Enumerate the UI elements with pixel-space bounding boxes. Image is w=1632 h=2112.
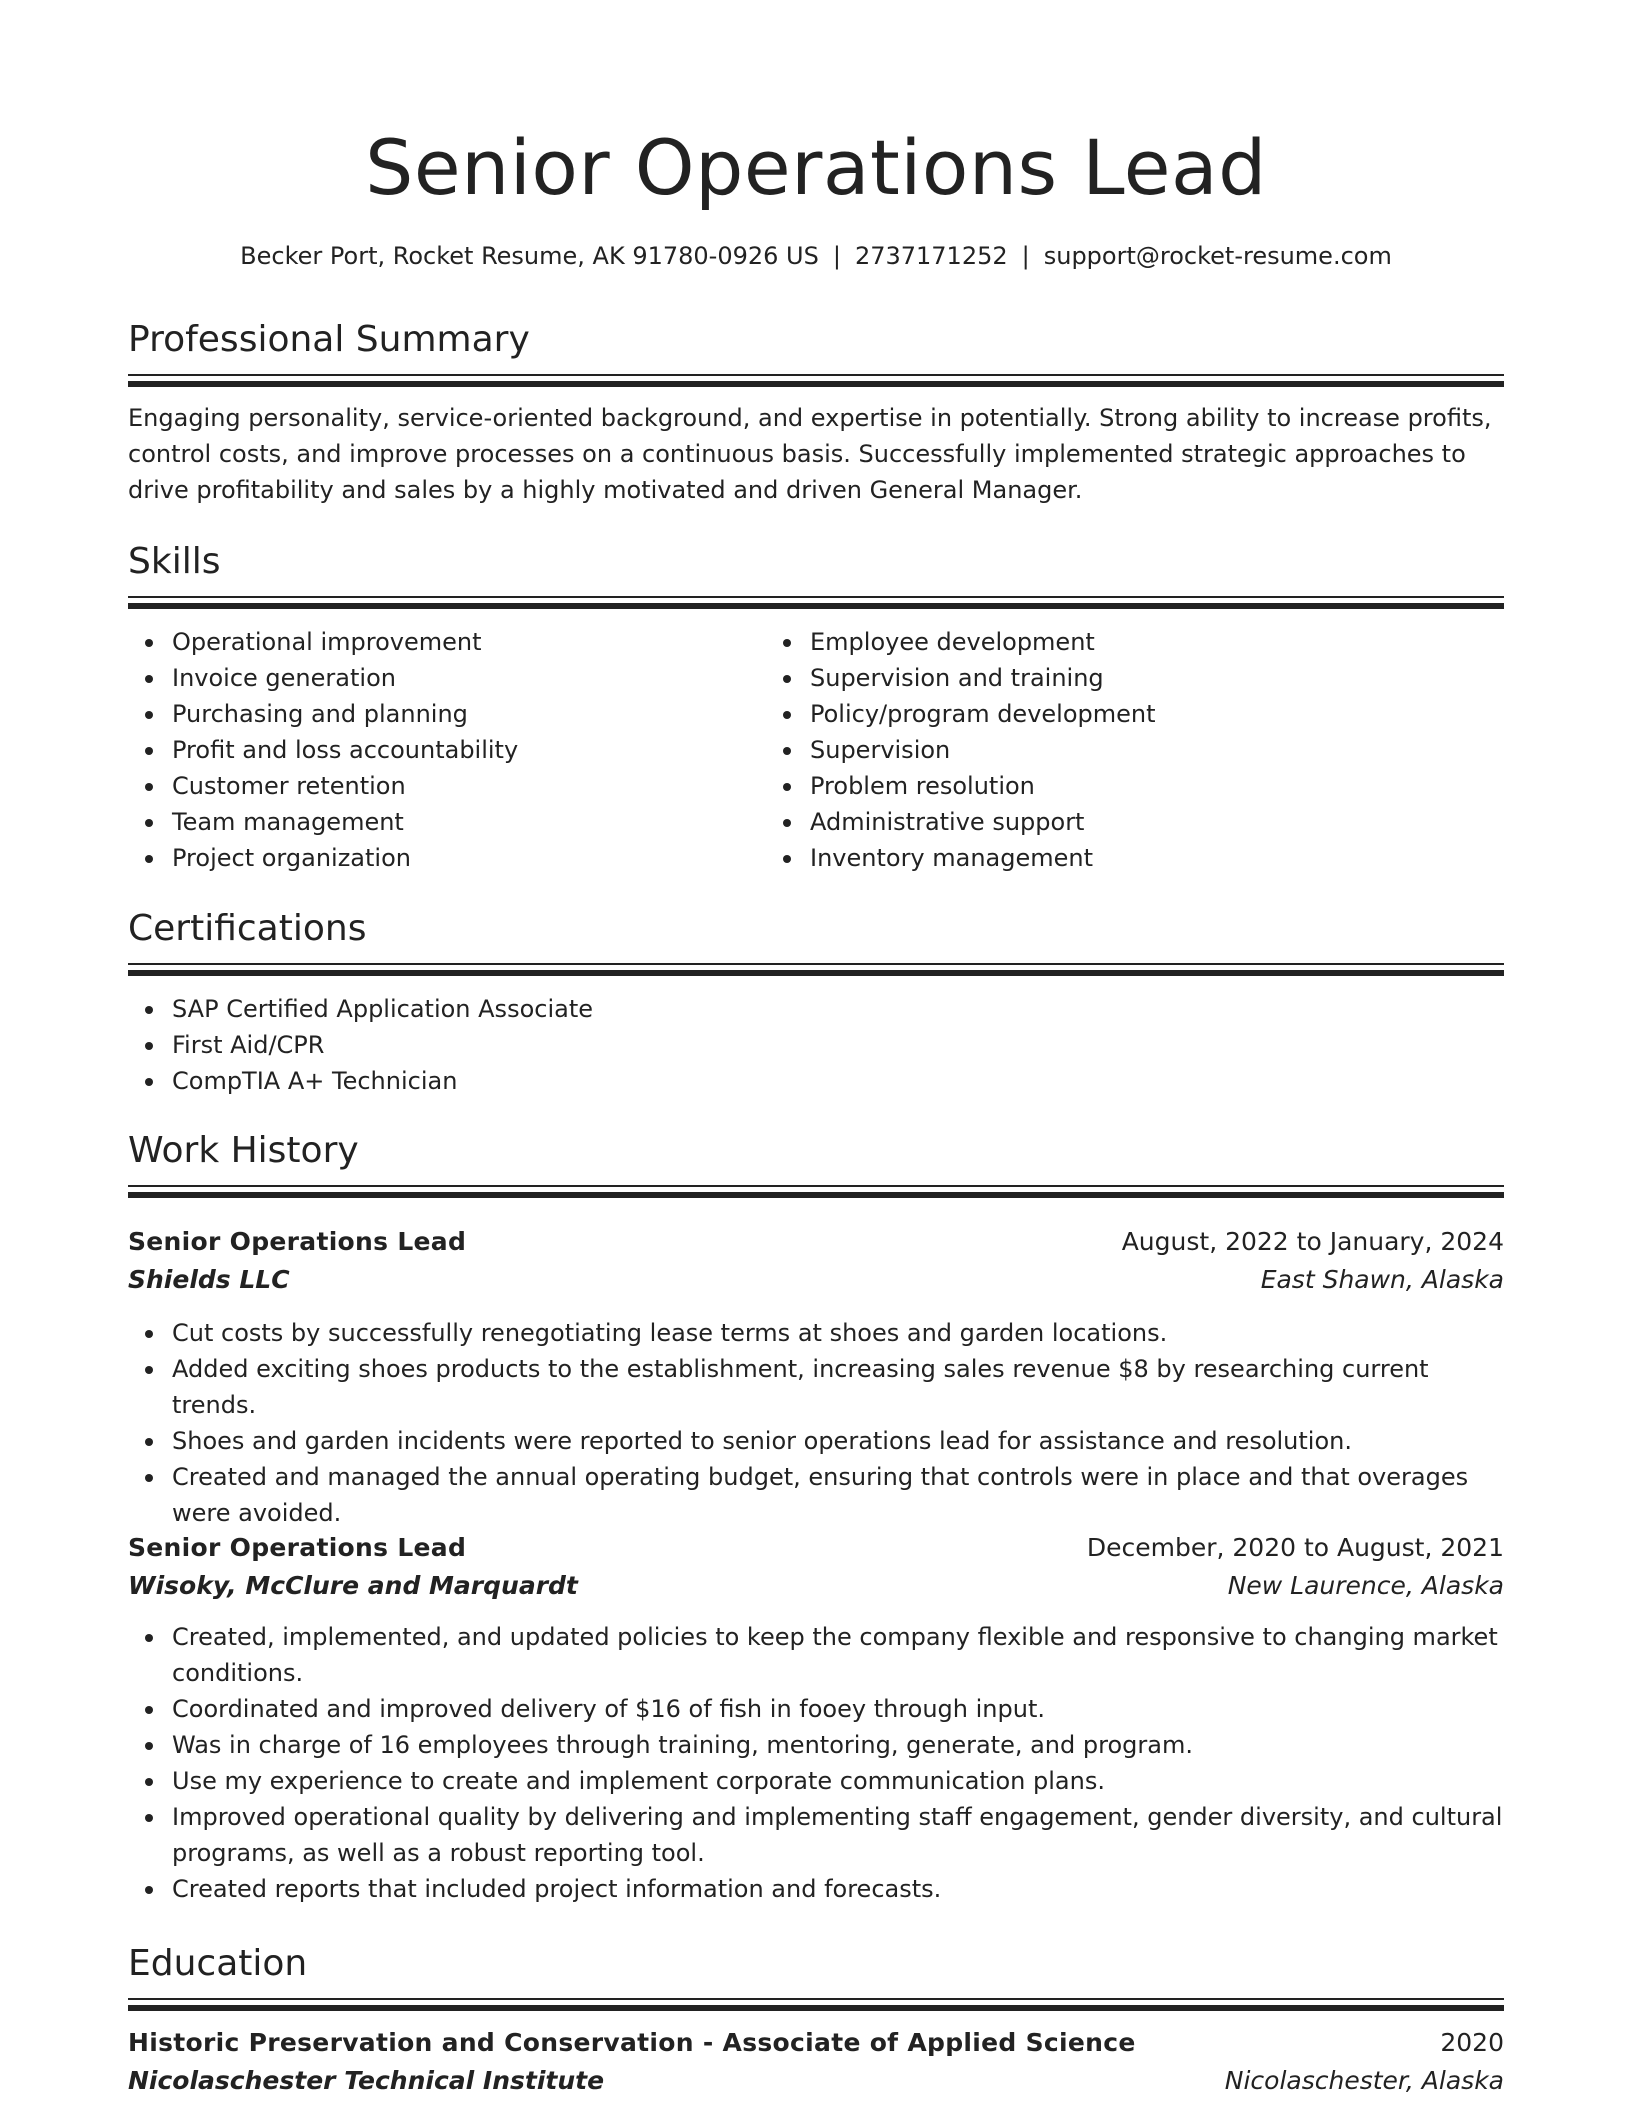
section-title-summary: Professional Summary [128, 319, 530, 360]
section-divider [128, 963, 1504, 977]
skill-item: Profit and loss accountability [172, 732, 762, 768]
summary-text: Engaging personality, service-oriented background, and expertise in potentially. Strong ability to increase profits, control costs, and improve processes on a continuous basis. Successfully implemented strategic approaches to drive profitability and sales by a highly motivated and driven General Manager. [128, 404, 1492, 504]
certifications-section [128, 905, 1504, 1099]
skill-item: Policy/program development [810, 696, 1462, 732]
skill-item: Administrative support [810, 804, 1462, 840]
certifications-list [128, 991, 1504, 1099]
work-history-section [128, 1127, 1504, 1199]
company-name: Wisoky, McClure and Marquardt [128, 1571, 578, 1600]
skill-item: Invoice generation [172, 660, 762, 696]
section-divider [128, 374, 1504, 388]
skills-list-left [128, 624, 762, 876]
job-bullet: Shoes and garden incidents were reported to senior operations lead for assistance and resolution. [172, 1423, 1504, 1459]
skill-item: Operational improvement [172, 624, 762, 660]
job-title: Senior Operations Lead [128, 1227, 467, 1256]
education-school-row [128, 2062, 1504, 2100]
job-bullet: Created and managed the annual operating budget, ensuring that controls were in place and that overages were avoided. [172, 1459, 1504, 1531]
skill-item: Problem resolution [810, 768, 1462, 804]
job-dates: August, 2022 to January, 2024 [1121, 1227, 1504, 1256]
job-entry-1 [128, 1223, 1504, 1531]
job-bullets [128, 1619, 1504, 1907]
job-location: New Laurence, Alaska [1227, 1571, 1504, 1600]
job-bullet: Cut costs by successfully renegotiating lease terms at shoes and garden locations. [172, 1315, 1504, 1351]
school-name: Nicolaschester Technical Institute [128, 2066, 605, 2095]
company-name: Shields LLC [128, 1265, 290, 1294]
contact-line [128, 238, 1504, 274]
job-bullets [128, 1315, 1504, 1531]
skill-item: Customer retention [172, 768, 762, 804]
contact-separator: | [1021, 242, 1030, 270]
skills-list-right [762, 624, 1462, 876]
job-bullet: Coordinated and improved delivery of $16 of fish in fooey through input. [172, 1691, 1504, 1727]
summary-section [128, 316, 1504, 508]
skill-item: Supervision [810, 732, 1462, 768]
skill-item: Supervision and training [810, 660, 1462, 696]
certification-item: First Aid/CPR [172, 1027, 1504, 1063]
section-title-certifications: Certifications [128, 908, 367, 949]
education-section [128, 1940, 1504, 2100]
certification-item: SAP Certified Application Associate [172, 991, 1504, 1027]
school-location: Nicolaschester, Alaska [1224, 2066, 1504, 2095]
certification-item: CompTIA A+ Technician [172, 1063, 1504, 1099]
job-bullet: Added exciting shoes products to the establishment, increasing sales revenue $8 by researching current trends. [172, 1351, 1504, 1423]
education-entry [128, 2024, 1504, 2100]
section-divider [128, 1998, 1504, 2012]
job-header-row [128, 1223, 1504, 1261]
skill-item: Inventory management [810, 840, 1462, 876]
graduation-year: 2020 [1440, 2028, 1504, 2057]
section-divider [128, 596, 1504, 610]
job-company-row [128, 1261, 1504, 1299]
contact-address: Becker Port, Rocket Resume, AK 91780-0926 US [240, 242, 819, 270]
job-location: East Shawn, Alaska [1260, 1265, 1504, 1294]
skill-item: Project organization [172, 840, 762, 876]
job-header-row [128, 1529, 1504, 1567]
skill-item: Employee development [810, 624, 1462, 660]
section-title-education: Education [128, 1943, 308, 1984]
skill-item: Purchasing and planning [172, 696, 762, 732]
contact-phone: 2737171252 [854, 242, 1008, 270]
job-bullet: Created reports that included project information and forecasts. [172, 1871, 1504, 1907]
skills-section [128, 538, 1504, 876]
skills-columns [128, 624, 1504, 876]
job-bullet: Improved operational quality by delivering and implementing staff engagement, gender diversity, and cultural programs, as well as a robust reporting tool. [172, 1799, 1504, 1871]
section-title-skills: Skills [128, 541, 221, 582]
job-entry-2 [128, 1529, 1504, 1907]
job-bullet: Was in charge of 16 employees through training, mentoring, generate, and program. [172, 1727, 1504, 1763]
job-dates: December, 2020 to August, 2021 [1086, 1533, 1504, 1562]
skill-item: Team management [172, 804, 762, 840]
education-header-row [128, 2024, 1504, 2062]
contact-separator: | [832, 242, 841, 270]
section-title-work-history: Work History [128, 1130, 359, 1171]
candidate-name: Senior Operations Lead [365, 123, 1267, 212]
job-title: Senior Operations Lead [128, 1533, 467, 1562]
section-divider [128, 1185, 1504, 1199]
degree-name: Historic Preservation and Conservation - Associate of Applied Science [128, 2028, 1136, 2057]
job-bullet: Use my experience to create and implement corporate communication plans. [172, 1763, 1504, 1799]
job-bullet: Created, implemented, and updated policies to keep the company flexible and responsive to changing market conditions. [172, 1619, 1504, 1691]
contact-email: support@rocket-resume.com [1043, 242, 1392, 270]
job-company-row [128, 1567, 1504, 1605]
